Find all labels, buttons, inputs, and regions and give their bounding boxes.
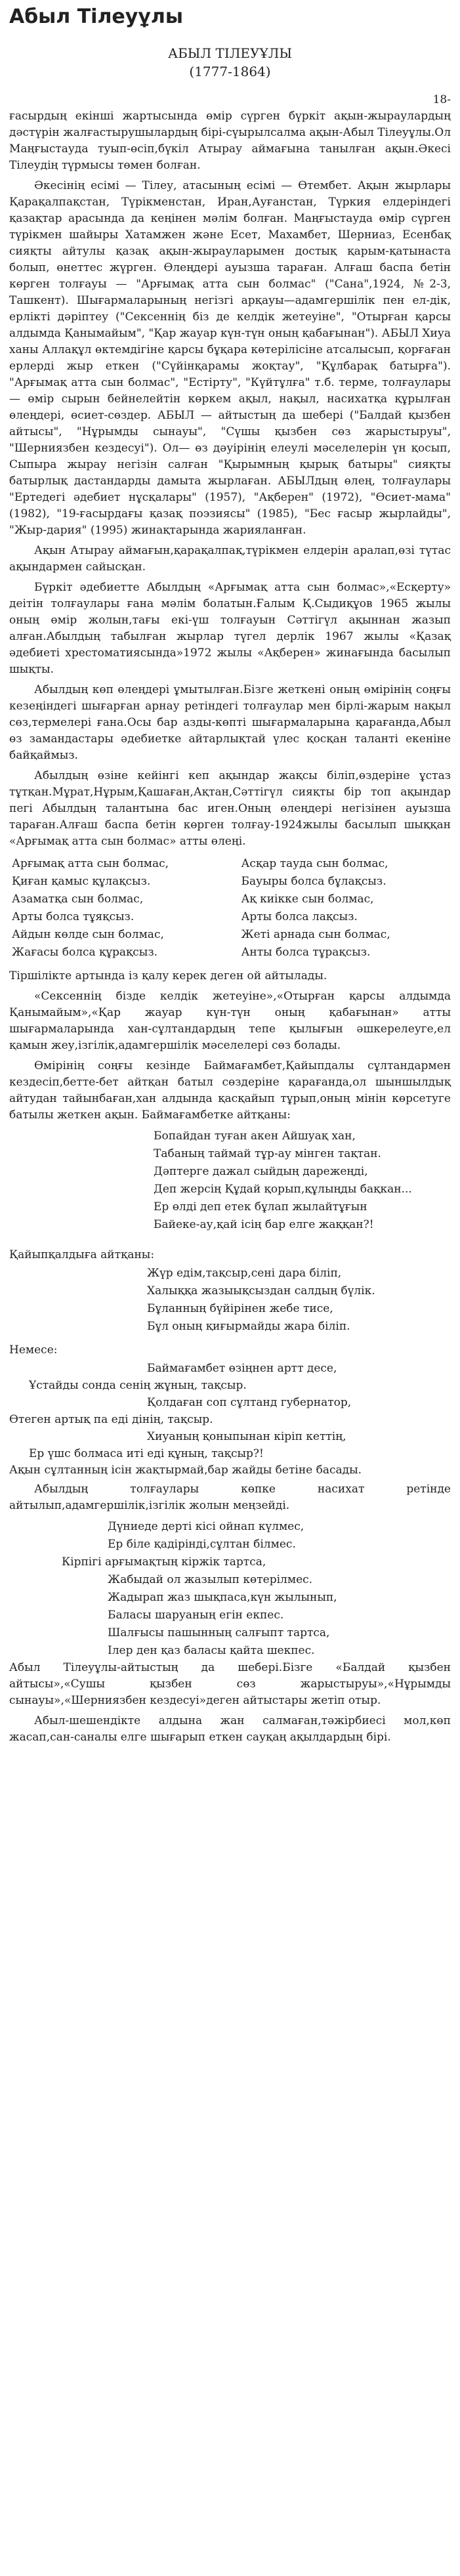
intro-paragraph: Әкесінің есімі — Тілеу, атасының есімі — Өтембет. Ақын жырлары Қарақалпақстан, Түрікменстан, Иран,Ауғанстан, Түркия елдеріндегі қазақтар арасында да кеңінен мәлім болған. Маңғыстауда өмір сүрген түрікмен шайыры Хатамжен және Есет, Махамбет, Шерниаз, Есенбақ сияқты айтулы қазақ ақын-жырауларымен достық қарым-қатынаста болып, өнеттес жүрген. Өлеңдері ауызша тараған. Алғаш баспа бетін көрген толғауы — "Арғымақ атта сын болмас" ("Сана",1924, №2-3, Ташкент). Шығармаларының негізгі арқауы—адамгершілік пен ел-дік, ерлікті дәріптеу ("Сексеннің біз де келдік жетеуіне", "Отырған қарсы алдымда Қанымайым", "Қар жауар күн-түн оның қабағынан"). АБЫЛ Хиуа ханы Аллақұл өктемдігіне қарсы бұқара көтерілісіне атсалысып, қорғаған ерлерді жыр еткен ("Сүйінқарамы жоқтау", "Құлбарақ батырға"). "Арғымақ атта сын болмас", "Естірту", "Күйтұлға" т.б. терме, толғаулары— өмір сырын бейнелейтін көркем ақыл, нақыл, насихатқа құрылған өлеңдері, өсиет-сөздер. АБЫЛ — айтыстың да шебері ("Балдай қызбен айтысы", "Нұрымды сынауы", "Сүшы қызбен сөз жарыстыруы", "Шерниязбен кездесуі"). Ол— өз дәуірінің елеулі мәселелерін үн қосып, Сыпыра жырау негізін салған "Қырымның қырық батыры" сияқты батырлық дастандарды дамыта жырлаған. АБЫЛдың өлең, толғаулары "Ертедегі әдебиет нұсқалары" (1957), "Ақберен" (1972), "Өсиет-мама" (1982), "19-ғасырдағы қазақ поэзиясы" (1985), "Бес ғасыр жырлайды", "Жыр-дария" (1995) жинақтарында жарияланған. <box>9 179 451 537</box>
life-dates: (1777-1864) <box>189 64 271 79</box>
article-body <box>0 80 460 1746</box>
section-label: Немесе: <box>9 1343 58 1357</box>
verse-line: Бұл оның қиғырмайды жара біліп. <box>147 1320 350 1333</box>
verse-nemese <box>9 1394 451 1412</box>
poem-line: Асқар тауда сын болмас, <box>241 857 388 870</box>
poem-line: Арғымақ атта сын болмас, <box>12 857 169 870</box>
verse-line: Ер өлді деп етек бұлап жылайтұғын <box>154 1200 367 1214</box>
verse-line: Ер үшс болмаса иті еді құның, тақсыр?! <box>29 1447 264 1460</box>
verse-line: Шалғысы пашынның салғыпт тартса, <box>108 1626 330 1639</box>
poem-line: Айдын көлде сын болмас, <box>12 928 164 941</box>
intro-paragraph: Бүркіт әдебиетте Абылдың «Арғымақ атта сын болмас»,«Есқерту» деітін толғаулары ғана мәлім болатын.Ғалым Қ.Сыдиқұов 1965 жылы оның өмір жолын,тағы екі-үш толғауын Сәттігүл ақыннан жазып алған.Абылдың табылған жырлар түгел дерлік 1967 жылы «Қазақ әдебиеті хрестоматиясында»1972 жылы «Ақберен» жинағында басылып шықты. <box>9 581 451 676</box>
poem-line: Арты болса лақсыз. <box>241 910 358 923</box>
page-marker: 18- <box>432 93 451 106</box>
verse-baimagambet <box>9 1128 451 1234</box>
verse-line: Бопайдан туған акен Айшуақ хан, <box>154 1130 356 1143</box>
verse-line: Жадырап жаз шықпаса,күн жылынып, <box>108 1591 337 1604</box>
verse-nemese <box>9 1360 451 1378</box>
verse-line: Хиуаның қоныпынан кіріп кеттің, <box>147 1430 346 1443</box>
poem-line: Ақ киікке сын болмас, <box>241 893 374 906</box>
body-paragraph: «Сексеннің біздe келдік жетеуіне»,«Отырған қарсы алдымда Қанымайым»,«Қар жауар күн-түн оның қабағынан» атты шығармаларында хан-сұлтандардың тепе қылығын әшкерелеуге,ел қамын жеу,ізгілік,адамгершілік мәселелері сөз болады. <box>9 990 451 1052</box>
verse-line: Табаның таймай тұр-ау мінген тақтан. <box>154 1147 381 1160</box>
poem-line: Жеті арнада сын болмас, <box>241 928 390 941</box>
body-paragraph: Абылдың толғаулары көпке насихат ретінде айтылып,адамгершілік,ізгілік жолын меңзейді. <box>9 1483 451 1512</box>
body-paragraph: Өмірінің соңғы кезінде Баймағамбет,Қайыпдалы сұлтандармен кездесіп,бетте-бет айтқан батыл сөздеріне қарағанда,ол шыншылдық айтудан тайынбаған,хан алдында қасқайып тұрып,оның мінін көрсетуге батылы жеткен ақын. Баймағамбетке айтқаны: <box>9 1059 451 1122</box>
verse-line: Өтеген артық па еді дінің, тақсыр. <box>9 1413 213 1426</box>
verse-line: Деп жерсің Құдай қорып,құлыңды бақкан... <box>154 1183 412 1196</box>
body-line: Ақын сұлтанның ісін жақтырмай,бар жайды бетіне басады. <box>9 1464 362 1477</box>
poem-line: Жағасы болса құрақсыз. <box>12 946 158 959</box>
poem-line: Анты болса тұрақсыз. <box>241 946 371 959</box>
verse-line: Қолдаған соп сұлтанд губернатор, <box>147 1396 352 1409</box>
body-paragraph: Тіршілікте артында із қалу керек деген ой айтылады. <box>9 969 327 982</box>
article-title: Абыл Тілеуұлы <box>9 5 183 28</box>
verse-line: Ілер ден қаз баласы қайта шекпес. <box>108 1644 315 1657</box>
verse-line: Дүниеде дерті кісі ойнап күлмес, <box>108 1520 304 1533</box>
verse-nasikhat <box>9 1518 451 1660</box>
intro-paragraph: Абылдың өзіне кейінгі кеп ақындар жақсы біліп,өздеріне ұстаз тұтқан.Мұрат,Нұрым,Қашаған,Ақтан,Сәттігүл сияқты бір топ ақындар пегі Абылдың талантына бас иген.Оның өлеңдері негізінен ауызша тараған.Алғаш баспа бетін көрген толғау-1924жылы басылып шыққан «Арғымақ атта сын болмас» атты өлеңі. <box>9 769 451 848</box>
verse-line: Кірпігі арғымақтың кіржік тартса, <box>62 1555 266 1569</box>
verse-line: Халыққа жазыықсыздан салдың бүлік. <box>147 1284 375 1298</box>
poem-left-column <box>9 855 222 961</box>
verse-kaipdaly <box>9 1265 451 1336</box>
verse-line: Жүр едім,тақсыр,сені дара біліп, <box>147 1267 342 1280</box>
body-paragraph: Абыл Тілеуұлы-айтыстың да шебері.Бізге «Балдай қызбен айтысы»,«Сушы қызбен сөз жарыстыруы»,«Нұрымды сынауы»,«Шерниязбен кездесуі»деген айтыстары жетіп отыр. <box>9 1661 451 1707</box>
verse-line: Дәптерге дажал сыйдың дарежеңді, <box>154 1165 368 1178</box>
verse-line: Баласы шаруаның егін екпес. <box>108 1609 284 1622</box>
article-subtitle: АБЫЛ ТІЛЕУҰЛЫ <box>167 45 293 61</box>
intro-paragraph: Абылдың көп өлеңдері ұмытылған.Бізге жеткені оның өмірінің соңғы кезеңіндегі шығарған арнау ретіндегі толғаулар мен бірлі-жарым нақыл сөз,термелері ғана.Осы бар азды-көпті шығармаларына қарағанда,Абыл өз замандастары әдебиетке айтарлықтай үлес қосқан таланті екеніне байқаймыз. <box>9 683 451 762</box>
verse-line: Баймағамбет өзіңнен артт десе, <box>147 1362 337 1375</box>
verse-line: Бұланның бүйірінен жебе тисе, <box>147 1302 333 1315</box>
verse-line: Ұстайды сонда сенің жұның, тақсыр. <box>29 1379 247 1392</box>
poem-line: Арты болса тұяқсыз. <box>12 910 135 923</box>
poem-two-column <box>9 855 451 961</box>
poem-line: Қиған қамыс құлақсыз. <box>12 875 151 888</box>
verse-line: Ер біле қадірінді,сұлтан білмес. <box>108 1538 296 1551</box>
verse-nemese <box>9 1428 451 1446</box>
poem-right-column <box>222 855 451 961</box>
section-label: Қайыпқалдыға айтқаны: <box>9 1248 155 1261</box>
verse-line: Байеке-ау,қай ісің бар елге жаққан?! <box>154 1218 374 1231</box>
verse-line: Жабыдай ол жазылып көтерілмес. <box>108 1573 313 1586</box>
intro-paragraph: ғасырдың екінші жартысында өмір сүрген бүркіт ақын-жыраулардың дәстүрін жалғастырушылардың бірі-сүырылсалма ақын-Абыл Тілеуұлы.Ол Маңғыстауда туып-өсіп,бүкіл Атырау аймағына танылған ақын.Әкесі Тілеудің түрмысы төмен болған. <box>9 110 451 172</box>
poem-line: Азаматқа сын болмас, <box>12 893 144 906</box>
poem-line: Бауыры болса бұлақсыз. <box>241 875 387 888</box>
intro-paragraph: Ақын Атырау аймағын,қарақалпақ,түрікмен елдерін аралап,өзі түтас ақындармен сайысқан. <box>9 544 451 574</box>
body-paragraph: Абыл-шешендікте алдына жан салмаған,тәжірбиесі мол,көп жасап,сан-саналы елге шығарып еткен сауқаң ақылдардың бірі. <box>9 1714 451 1744</box>
